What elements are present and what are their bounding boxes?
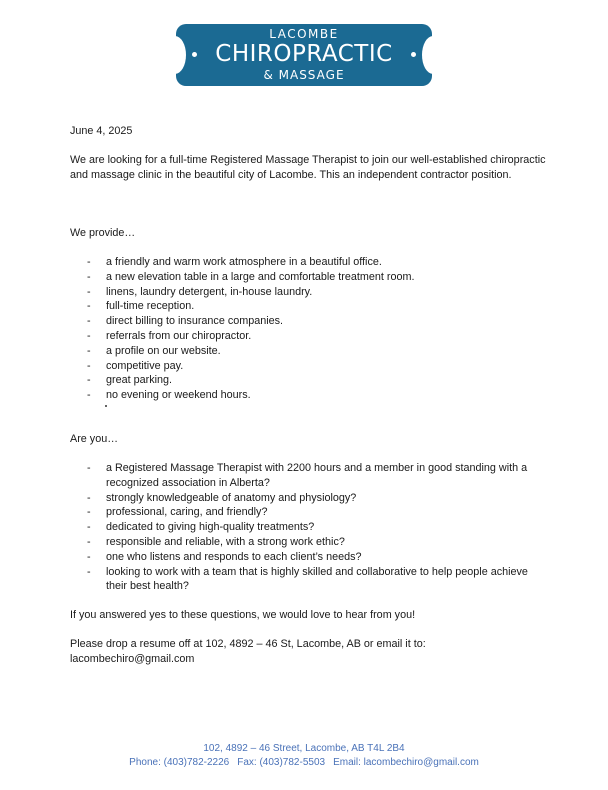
list-item: - strongly knowledgeable of anatomy and physiology? bbox=[70, 491, 550, 506]
provide-heading: We provide… bbox=[70, 227, 136, 239]
logo-line-2: CHIROPRACTIC bbox=[215, 41, 393, 67]
list-item: - full-time reception. bbox=[70, 299, 550, 314]
list-item: - great parking. bbox=[70, 373, 550, 388]
list-item: - competitive pay. bbox=[70, 359, 550, 374]
list-item: - dedicated to giving high-quality treatments? bbox=[70, 520, 550, 535]
contact-email: lacombechiro@gmail.com bbox=[70, 652, 195, 665]
provide-list bbox=[70, 255, 550, 403]
list-item: - a new elevation table in a large and comfortable treatment room. bbox=[70, 270, 550, 285]
list-item: - a Registered Massage Therapist with 2200 hours and a member in good standing with a recognized association in Alberta? bbox=[70, 461, 550, 491]
list-item: - a friendly and warm work atmosphere in a beautiful office. bbox=[70, 255, 550, 270]
list-item: - responsible and reliable, with a strong work ethic? bbox=[70, 535, 550, 550]
letter-date: June 4, 2025 bbox=[70, 125, 133, 137]
list-item: - no evening or weekend hours. bbox=[70, 388, 550, 403]
list-item: - referrals from our chiropractor. bbox=[70, 329, 550, 344]
footer-fax: Fax: (403)782-5503 bbox=[237, 757, 326, 768]
list-item: - one who listens and responds to each client’s needs? bbox=[70, 550, 550, 565]
closing-paragraph: If you answered yes to these questions, we would love to hear from you! bbox=[70, 609, 416, 621]
contact-line: Please drop a resume off at 102, 4892 – 46 St, Lacombe, AB or email it to: bbox=[70, 638, 426, 650]
footer-contacts bbox=[0, 756, 608, 770]
list-item: - a profile on our website. bbox=[70, 344, 550, 359]
logo-line-1: LACOMBE bbox=[269, 27, 339, 41]
footer-email: Email: lacombechiro@gmail.com bbox=[333, 757, 479, 768]
contact-paragraph bbox=[70, 637, 550, 667]
are-you-heading: Are you… bbox=[70, 433, 119, 445]
clinic-logo bbox=[176, 24, 432, 86]
list-item: - linens, laundry detergent, in-house laundry. bbox=[70, 285, 550, 300]
footer-phone: Phone: (403)782-2226 bbox=[129, 757, 230, 768]
stray-bullet-dot bbox=[105, 405, 107, 407]
logo-line-3: & MASSAGE bbox=[263, 68, 345, 82]
footer-address: 102, 4892 – 46 Street, Lacombe, AB T4L 2B4 bbox=[203, 743, 405, 754]
are-you-list bbox=[70, 461, 550, 594]
intro-paragraph: We are looking for a full-time Registered Massage Therapist to join our well-established chiropractic and massage clinic in the beautiful city of Lacombe. This an independent contractor position. bbox=[70, 154, 546, 181]
list-item: - direct billing to insurance companies. bbox=[70, 314, 550, 329]
list-item: - professional, caring, and friendly? bbox=[70, 505, 550, 520]
list-item: - looking to work with a team that is highly skilled and collaborative to help people achieve their best health? bbox=[70, 565, 550, 595]
